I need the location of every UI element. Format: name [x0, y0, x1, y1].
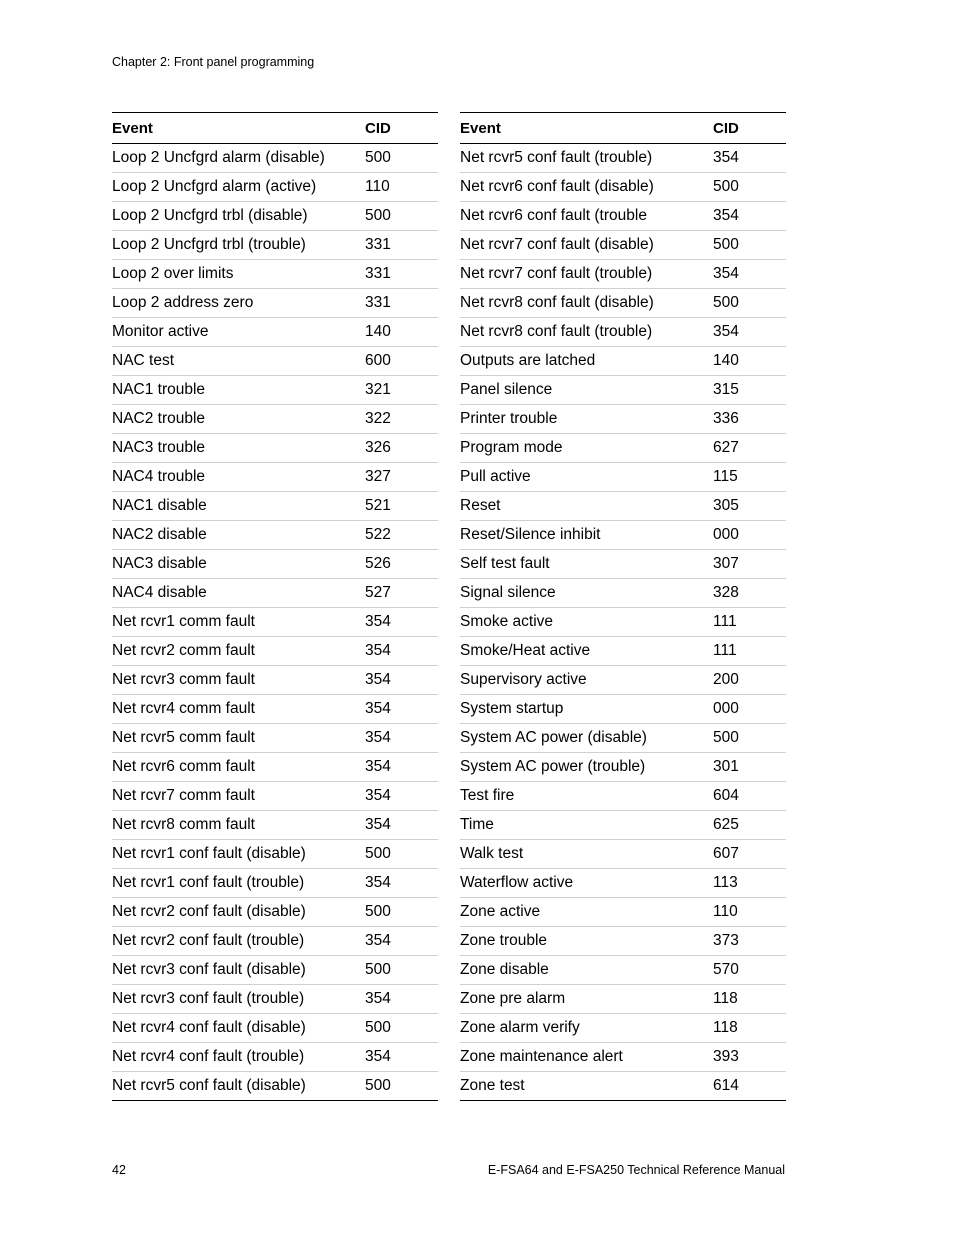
- cid-cell: 354: [365, 671, 391, 688]
- cid-cell: 500: [713, 178, 739, 195]
- table-row: [112, 869, 438, 898]
- event-cell: Zone trouble: [460, 932, 548, 949]
- table-row: [112, 347, 438, 376]
- event-cell: Zone disable: [460, 961, 549, 978]
- cid-cell: 604: [713, 787, 739, 804]
- event-cell: Loop 2 over limits: [112, 265, 234, 282]
- cid-cell: 570: [713, 961, 739, 978]
- event-cell: Net rcvr6 conf fault (disable): [460, 178, 654, 195]
- event-cell: Net rcvr1 comm fault: [112, 613, 255, 630]
- cid-cell: 354: [365, 932, 391, 949]
- cid-cell: 354: [365, 787, 391, 804]
- event-cell: Net rcvr8 conf fault (disable): [460, 294, 654, 311]
- event-cell: Waterflow active: [460, 874, 574, 891]
- event-cell: NAC3 disable: [112, 555, 207, 572]
- table-header-row: [460, 113, 786, 144]
- event-cell: Loop 2 Uncfgrd alarm (active): [112, 178, 317, 195]
- table-row: [460, 724, 786, 753]
- cid-cell: 614: [713, 1077, 739, 1094]
- event-cell: Loop 2 Uncfgrd trbl (disable): [112, 207, 308, 224]
- event-cell: Net rcvr6 comm fault: [112, 758, 255, 775]
- event-cell: Smoke/Heat active: [460, 642, 591, 659]
- table-row: [460, 347, 786, 376]
- table-row: [112, 840, 438, 869]
- table-row: [112, 811, 438, 840]
- cid-cell: 331: [365, 236, 391, 253]
- cid-cell: 500: [365, 961, 391, 978]
- cid-cell: 354: [365, 816, 391, 833]
- table-row: [112, 1014, 438, 1043]
- event-cell: NAC2 disable: [112, 526, 207, 543]
- event-cell: Pull active: [460, 468, 531, 485]
- table-row: [112, 1072, 438, 1100]
- table-row: [460, 1043, 786, 1072]
- cid-cell: 315: [713, 381, 739, 398]
- cid-cell: 354: [365, 729, 391, 746]
- table-row: [460, 811, 786, 840]
- cid-cell: 321: [365, 381, 391, 398]
- cid-cell: 500: [365, 903, 391, 920]
- cid-cell: 326: [365, 439, 391, 456]
- table-row: [460, 637, 786, 666]
- cid-cell: 110: [365, 178, 390, 195]
- cid-cell: 354: [365, 990, 391, 1007]
- event-cell: Zone test: [460, 1077, 525, 1094]
- table-row: [460, 405, 786, 434]
- table-body-right: [460, 144, 786, 1100]
- table-row: [112, 695, 438, 724]
- event-cell: Net rcvr5 conf fault (disable): [112, 1077, 306, 1094]
- table-row: [460, 434, 786, 463]
- event-cell: NAC4 disable: [112, 584, 207, 601]
- table-row: [460, 260, 786, 289]
- cid-cell: 627: [713, 439, 739, 456]
- table-row: [112, 376, 438, 405]
- cid-cell: 000: [713, 700, 739, 717]
- event-cell: Signal silence: [460, 584, 556, 601]
- table-row: [460, 376, 786, 405]
- cid-cell: 322: [365, 410, 391, 427]
- event-cell: Net rcvr1 conf fault (disable): [112, 845, 306, 862]
- column-header-cid: CID: [365, 119, 391, 137]
- table-row: [112, 985, 438, 1014]
- event-cell: NAC3 trouble: [112, 439, 206, 456]
- cid-cell: 000: [713, 526, 739, 543]
- table-header-row: [112, 113, 438, 144]
- event-cid-table-right: [460, 112, 786, 1101]
- event-cell: Net rcvr4 comm fault: [112, 700, 255, 717]
- event-cell: Test fire: [460, 787, 515, 804]
- event-cell: Net rcvr2 comm fault: [112, 642, 255, 659]
- table-row: [112, 637, 438, 666]
- event-cell: Net rcvr7 conf fault (trouble): [460, 265, 653, 282]
- table-row: [112, 173, 438, 202]
- event-cell: NAC1 disable: [112, 497, 207, 514]
- table-row: [112, 608, 438, 637]
- table-row: [460, 492, 786, 521]
- table-row: [460, 927, 786, 956]
- event-cell: Outputs are latched: [460, 352, 596, 369]
- cid-cell: 327: [365, 468, 391, 485]
- table-row: [112, 753, 438, 782]
- event-cell: Walk test: [460, 845, 524, 862]
- event-cell: Net rcvr4 conf fault (disable): [112, 1019, 306, 1036]
- table-row: [112, 289, 438, 318]
- cid-cell: 307: [713, 555, 739, 572]
- event-cell: NAC4 trouble: [112, 468, 206, 485]
- chapter-header: Chapter 2: Front panel programming: [112, 55, 315, 69]
- table-row: [112, 666, 438, 695]
- event-cell: Loop 2 address zero: [112, 294, 254, 311]
- table-row: [460, 753, 786, 782]
- event-cell: Zone pre alarm: [460, 990, 566, 1007]
- event-cell: Net rcvr3 conf fault (trouble): [112, 990, 305, 1007]
- event-cell: Net rcvr5 conf fault (trouble): [460, 149, 653, 166]
- event-cell: NAC1 trouble: [112, 381, 206, 398]
- cid-cell: 500: [365, 845, 391, 862]
- table-row: [112, 1043, 438, 1072]
- cid-cell: 305: [713, 497, 739, 514]
- table-row: [460, 521, 786, 550]
- cid-cell: 118: [713, 1019, 738, 1036]
- table-row: [112, 521, 438, 550]
- event-cell: Zone maintenance alert: [460, 1048, 623, 1065]
- table-row: [460, 869, 786, 898]
- event-cell: Panel silence: [460, 381, 553, 398]
- event-cell: Loop 2 Uncfgrd trbl (trouble): [112, 236, 306, 253]
- table-row: [460, 985, 786, 1014]
- table-row: [460, 782, 786, 811]
- cid-cell: 140: [713, 352, 739, 369]
- event-cell: Net rcvr7 comm fault: [112, 787, 255, 804]
- event-cell: Net rcvr3 conf fault (disable): [112, 961, 306, 978]
- column-header-event: Event: [460, 119, 501, 137]
- manual-title: E-FSA64 and E-FSA250 Technical Reference Manual: [487, 1163, 785, 1177]
- cid-cell: 354: [365, 700, 391, 717]
- cid-cell: 625: [713, 816, 739, 833]
- event-cell: Program mode: [460, 439, 563, 456]
- table-row: [460, 1014, 786, 1043]
- cid-cell: 118: [713, 990, 738, 1007]
- event-cell: Zone alarm verify: [460, 1019, 580, 1036]
- table-row: [112, 724, 438, 753]
- table-row: [112, 405, 438, 434]
- table-row: [460, 579, 786, 608]
- cid-cell: 500: [365, 207, 391, 224]
- cid-cell: 115: [713, 468, 738, 485]
- table-row: [460, 463, 786, 492]
- event-cell: Zone active: [460, 903, 541, 920]
- event-cell: Reset/Silence inhibit: [460, 526, 601, 543]
- event-cell: Net rcvr5 comm fault: [112, 729, 255, 746]
- event-cid-table-left: [112, 112, 438, 1101]
- cid-cell: 500: [365, 1077, 391, 1094]
- column-header-event: Event: [112, 119, 153, 137]
- event-cell: Net rcvr3 comm fault: [112, 671, 255, 688]
- table-row: [460, 289, 786, 318]
- event-cell: Net rcvr1 conf fault (trouble): [112, 874, 305, 891]
- event-cell: Net rcvr6 conf fault (trouble: [460, 207, 647, 224]
- cid-cell: 140: [365, 323, 391, 340]
- cid-cell: 111: [713, 613, 737, 630]
- cid-cell: 354: [365, 874, 391, 891]
- cid-cell: 354: [713, 265, 739, 282]
- page-number: 42: [112, 1163, 126, 1177]
- table-body-left: [112, 144, 438, 1100]
- cid-cell: 500: [713, 294, 739, 311]
- event-cell: Time: [460, 816, 494, 833]
- table-row: [112, 782, 438, 811]
- cid-cell: 354: [365, 758, 391, 775]
- event-cell: Net rcvr2 conf fault (trouble): [112, 932, 305, 949]
- table-row: [460, 840, 786, 869]
- table-row: [460, 173, 786, 202]
- table-row: [460, 956, 786, 985]
- event-cell: System startup: [460, 700, 564, 717]
- table-row: [460, 550, 786, 579]
- cid-cell: 354: [713, 149, 739, 166]
- table-row: [112, 550, 438, 579]
- event-cell: Printer trouble: [460, 410, 558, 427]
- table-row: [112, 463, 438, 492]
- table-row: [112, 260, 438, 289]
- cid-cell: 607: [713, 845, 739, 862]
- cid-cell: 354: [365, 1048, 391, 1065]
- column-header-cid: CID: [713, 119, 739, 137]
- cid-cell: 600: [365, 352, 391, 369]
- table-row: [112, 898, 438, 927]
- event-cell: System AC power (trouble): [460, 758, 646, 775]
- cid-cell: 500: [713, 236, 739, 253]
- cid-cell: 354: [713, 207, 739, 224]
- event-cell: Loop 2 Uncfgrd alarm (disable): [112, 149, 325, 166]
- event-cell: Net rcvr8 conf fault (trouble): [460, 323, 653, 340]
- event-cell: Smoke active: [460, 613, 554, 630]
- cid-cell: 110: [713, 903, 738, 920]
- event-cell: Supervisory active: [460, 671, 587, 688]
- cid-cell: 113: [713, 874, 738, 891]
- cid-cell: 500: [713, 729, 739, 746]
- cid-cell: 500: [365, 1019, 391, 1036]
- cid-cell: 111: [713, 642, 737, 659]
- table-row: [112, 492, 438, 521]
- cid-cell: 521: [365, 497, 391, 514]
- event-cell: Net rcvr2 conf fault (disable): [112, 903, 306, 920]
- event-cell: Net rcvr4 conf fault (trouble): [112, 1048, 305, 1065]
- table-row: [460, 1072, 786, 1100]
- cid-cell: 336: [713, 410, 739, 427]
- table-row: [112, 318, 438, 347]
- table-row: [112, 144, 438, 173]
- cid-cell: 527: [365, 584, 391, 601]
- cid-cell: 200: [713, 671, 739, 688]
- table-row: [460, 144, 786, 173]
- table-row: [460, 898, 786, 927]
- table-row: [460, 318, 786, 347]
- table-row: [112, 434, 438, 463]
- event-cell: Reset: [460, 497, 501, 514]
- event-cell: Net rcvr8 comm fault: [112, 816, 255, 833]
- event-cell: System AC power (disable): [460, 729, 647, 746]
- event-cell: Self test fault: [460, 555, 550, 572]
- cid-cell: 522: [365, 526, 391, 543]
- table-row: [112, 231, 438, 260]
- cid-cell: 500: [365, 149, 391, 166]
- table-row: [112, 956, 438, 985]
- cid-cell: 331: [365, 294, 391, 311]
- event-cell: NAC2 trouble: [112, 410, 206, 427]
- event-cell: NAC test: [112, 352, 175, 369]
- cid-cell: 331: [365, 265, 391, 282]
- event-cell: Monitor active: [112, 323, 209, 340]
- event-cell: Net rcvr7 conf fault (disable): [460, 236, 654, 253]
- cid-cell: 328: [713, 584, 739, 601]
- cid-cell: 526: [365, 555, 391, 572]
- cid-cell: 393: [713, 1048, 739, 1065]
- cid-cell: 373: [713, 932, 739, 949]
- cid-cell: 301: [713, 758, 739, 775]
- table-row: [460, 608, 786, 637]
- cid-cell: 354: [713, 323, 739, 340]
- table-row: [460, 202, 786, 231]
- table-row: [112, 579, 438, 608]
- table-row: [112, 927, 438, 956]
- table-row: [460, 231, 786, 260]
- cid-cell: 354: [365, 613, 391, 630]
- table-row: [460, 666, 786, 695]
- cid-cell: 354: [365, 642, 391, 659]
- table-row: [112, 202, 438, 231]
- table-row: [460, 695, 786, 724]
